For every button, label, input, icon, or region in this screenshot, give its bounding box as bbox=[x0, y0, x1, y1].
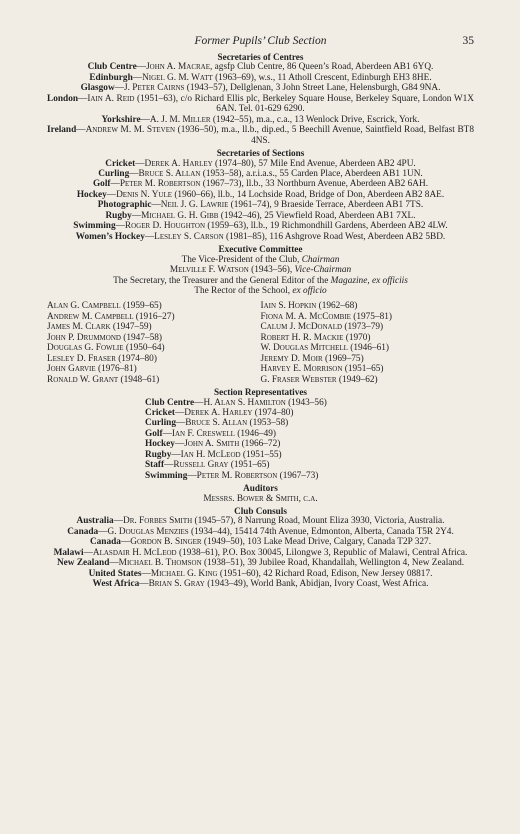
member: Andrew M. Campbell (1916–27) bbox=[47, 311, 175, 322]
list-item bbox=[47, 569, 474, 579]
entry-key: West Africa bbox=[92, 579, 140, 590]
member: Calum J. McDonald (1973–79) bbox=[260, 322, 384, 333]
list-item bbox=[47, 558, 474, 568]
entry-key: Club Centre bbox=[87, 62, 137, 73]
sections-list bbox=[47, 159, 474, 243]
entry-sep: — bbox=[171, 449, 181, 460]
entry-rest: (1949–50), 103 Lake Mead Drive, Calgary, Canada T2P 327. bbox=[201, 537, 432, 548]
entry-rest: (1967–73) bbox=[277, 470, 319, 481]
entry-sep: — bbox=[139, 579, 149, 590]
list-item bbox=[145, 429, 474, 439]
entry-sep: — bbox=[136, 62, 147, 73]
entry-name: Peter M. Robertson bbox=[119, 179, 201, 190]
list-item bbox=[47, 169, 474, 179]
list-item bbox=[47, 83, 474, 93]
representatives-heading: Section Representatives bbox=[214, 387, 307, 398]
page-number: 35 bbox=[462, 35, 474, 47]
member: Alan G. Campbell (1959–65) bbox=[47, 301, 162, 312]
entry-rest: (1943–56) bbox=[285, 397, 327, 408]
entry-name: Neil J. G. Lawrie bbox=[160, 200, 229, 211]
entry-sep: — bbox=[114, 83, 124, 94]
entry-name: Brian S. Gray bbox=[148, 579, 205, 590]
entry-sep: — bbox=[120, 537, 131, 548]
entry-key: Canada bbox=[89, 537, 121, 548]
entry-sep: — bbox=[174, 439, 185, 450]
member: James M. Clark (1947–59) bbox=[47, 322, 152, 333]
entry-sep: — bbox=[131, 210, 142, 221]
entry-name: Peter M. Robertson bbox=[196, 470, 278, 481]
member: Robert H. R. Mackie (1970) bbox=[260, 332, 371, 343]
entry-name: Nigel G. M. Watt bbox=[142, 72, 213, 83]
entry-rest: (1960–66), ll.b., 14 Lochside Road, Bridge of Don, Aberdeen AB2 8AE. bbox=[172, 189, 445, 200]
entry-name: Ian F. Creswell bbox=[171, 428, 235, 439]
entry-sep: — bbox=[135, 158, 145, 169]
entry-sep: — bbox=[113, 516, 124, 527]
list-item bbox=[47, 159, 474, 169]
entry-key: Photographic bbox=[97, 200, 152, 211]
entry-name: Michael B. Thomson bbox=[118, 558, 202, 569]
entry-key: Hockey bbox=[145, 439, 175, 450]
entry-sep: — bbox=[132, 72, 143, 83]
member: John Garvie (1976–81) bbox=[47, 364, 137, 375]
entry-rest: (1942–55), m.a., c.a., 13 Wenlock Drive, Escrick, York. bbox=[210, 114, 420, 125]
entry-name: Derek A. Harley bbox=[184, 407, 253, 418]
entry-name: Michael G. King bbox=[150, 568, 218, 579]
entry-rest: (1946–49) bbox=[234, 428, 276, 439]
entry-sep: — bbox=[187, 470, 197, 481]
entry-key: Rugby bbox=[145, 449, 172, 460]
entry-rest: (1953–58) bbox=[247, 418, 289, 429]
entry-sep: — bbox=[78, 93, 88, 104]
list-item bbox=[47, 537, 474, 547]
entry-sep: — bbox=[106, 189, 117, 200]
entry-sep: — bbox=[129, 168, 139, 179]
member: Iain S. Hopkin (1962–68) bbox=[260, 301, 358, 312]
representatives-list bbox=[145, 398, 474, 482]
list-item bbox=[47, 516, 474, 526]
entry-key: Club Centre bbox=[145, 397, 195, 408]
executive-members bbox=[47, 301, 474, 385]
entry-sep: — bbox=[151, 200, 161, 211]
entry-rest: (1943–57), Dellglenan, 3 John Street Lane, Helensburgh, G84 9NA. bbox=[184, 83, 441, 94]
list-item bbox=[47, 115, 474, 125]
list-item bbox=[47, 125, 474, 146]
entry-key: Australia bbox=[76, 516, 114, 527]
entry-sep: — bbox=[162, 428, 172, 439]
entry-rest: , agsfp Club Centre, 86 Queen’s Road, Aberdeen AB1 6YQ. bbox=[210, 62, 434, 73]
member: Lesley D. Fraser (1974–80) bbox=[47, 353, 157, 364]
entry-rest: (1938–61), P.O. Box 30045, Lilongwe 3, Republic of Malawi, Central Africa. bbox=[176, 547, 468, 558]
list-item bbox=[47, 190, 474, 200]
entry-rest: (1961–74), 9 Braeside Terrace, Aberdeen AB1 7TS. bbox=[228, 200, 424, 211]
entry-name: Alasdair H. McLeod bbox=[92, 547, 177, 558]
list-item bbox=[145, 408, 474, 418]
member: Harvey E. Morrison (1951–65) bbox=[260, 364, 384, 375]
list-item bbox=[47, 94, 474, 115]
entry-key: Canada bbox=[67, 526, 99, 537]
entry-name: John A. Smith bbox=[184, 439, 240, 450]
entry-sep: — bbox=[83, 547, 93, 558]
list-item bbox=[145, 460, 474, 470]
list-item bbox=[145, 450, 474, 460]
entry-rest: (1951–63), c/o Richard Ellis plc, Berkeley Square House, Berkeley Square, London W1X 6AN. Tel. 01-629 6290. bbox=[134, 93, 474, 115]
list-item bbox=[47, 579, 474, 589]
executive-vice-line: Melville F. Watson (1943–56), Vice-Chairman bbox=[169, 265, 352, 276]
list-item bbox=[47, 548, 474, 558]
list-item bbox=[47, 232, 474, 242]
entry-key: Cricket bbox=[105, 158, 136, 169]
entry-name: Lesley S. Carson bbox=[154, 231, 224, 242]
member: G. Fraser Webster (1949–62) bbox=[260, 374, 378, 385]
entry-name: A. J. M. Miller bbox=[149, 114, 211, 125]
entry-rest: (1936–50), m.a., ll.b., dip.ed., 5 Beechill Avenue, Saintfield Road, Belfast BT8 4NS. bbox=[175, 125, 474, 146]
entry-rest: (1942–46), 25 Viewfield Road, Aberdeen AB1 7XL. bbox=[218, 210, 416, 221]
entry-sep: — bbox=[98, 526, 108, 537]
entry-name: Gordon B. Singer bbox=[130, 537, 202, 548]
entry-name: Russell Gray bbox=[173, 460, 229, 471]
entry-rest: (1959–63), ll.b., 19 Richmondhill Gardens, Aberdeen AB2 4LW. bbox=[205, 221, 448, 232]
entry-sep: — bbox=[76, 125, 86, 136]
entry-rest: (1943–49), World Bank, Abidjan, Ivory Coast, West Africa. bbox=[204, 579, 429, 590]
list-item bbox=[47, 200, 474, 210]
entry-key: Golf bbox=[92, 179, 111, 190]
entry-key: Ireland bbox=[47, 125, 77, 136]
entry-name: Bruce S. Allan bbox=[185, 418, 248, 429]
centres-list bbox=[47, 62, 474, 146]
member: Fiona M. A. McCombie (1975–81) bbox=[260, 311, 393, 322]
entry-key: Curling bbox=[145, 418, 176, 429]
members-column-left bbox=[47, 301, 261, 385]
list-item bbox=[47, 527, 474, 537]
members-column-right bbox=[261, 301, 475, 385]
entry-key: Swimming bbox=[73, 221, 116, 232]
entry-name: Denis N. Yule bbox=[116, 189, 173, 200]
member: Jeremy D. Moir (1969–75) bbox=[260, 353, 364, 364]
entry-key: London bbox=[47, 93, 79, 104]
list-item bbox=[145, 471, 474, 481]
list-item bbox=[47, 211, 474, 221]
executive-heading: Executive Committee bbox=[218, 244, 303, 255]
entry-key: Edinburgh bbox=[89, 72, 133, 83]
entry-sep: — bbox=[194, 397, 204, 408]
list-item bbox=[145, 439, 474, 449]
entry-key: Malawi bbox=[53, 547, 84, 558]
entry-key: Cricket bbox=[145, 407, 175, 418]
entry-sep: — bbox=[115, 221, 125, 232]
entry-name: J. Peter Cairns bbox=[123, 83, 185, 94]
entry-rest: (1966–72) bbox=[239, 439, 281, 450]
entry-name: John A. Macrae bbox=[146, 62, 211, 73]
entry-rest: (1945–57), 8 Narrung Road, Mount Eliza 3930, Victoria, Australia. bbox=[192, 516, 445, 527]
entry-name: Michael G. H. Gibb bbox=[141, 210, 219, 221]
page-header bbox=[47, 32, 474, 50]
entry-name: Derek A. Harley bbox=[144, 158, 213, 169]
entry-rest: (1951–55) bbox=[240, 449, 282, 460]
entry-name: G. Douglas Menzies bbox=[107, 526, 189, 537]
sections-heading: Secretaries of Sections bbox=[216, 148, 305, 159]
entry-sep: — bbox=[141, 568, 151, 579]
entry-rest: (1981–85), 116 Ashgrove Road West, Aberdeen AB2 5BD. bbox=[223, 231, 446, 242]
entry-rest: (1951–65) bbox=[228, 460, 270, 471]
entry-sep: — bbox=[109, 558, 119, 569]
entry-key: Glasgow bbox=[80, 83, 115, 94]
entry-key: Yorkshire bbox=[101, 114, 141, 125]
running-title: Former Pupils’ Club Section bbox=[194, 35, 327, 47]
consuls-heading: Club Consuls bbox=[234, 506, 287, 517]
entry-rest: (1934–44), 15414 74th Avenue, Edmonton, Alberta, Canada T5R 2Y4. bbox=[188, 526, 454, 537]
list-item bbox=[47, 179, 474, 189]
entry-name: Bruce S. Allan bbox=[138, 168, 201, 179]
member: Ronald W. Grant (1948–61) bbox=[47, 374, 160, 385]
entry-key: Women’s Hockey bbox=[75, 231, 145, 242]
list-item bbox=[145, 418, 474, 428]
entry-rest: (1938–51), 39 Jubilee Road, Khandallah, Wellington 4, New Zealand. bbox=[201, 558, 465, 569]
entry-key: United States bbox=[88, 568, 142, 579]
consuls-list bbox=[47, 516, 474, 589]
centres-heading: Secretaries of Centres bbox=[217, 52, 304, 62]
entry-key: Swimming bbox=[145, 470, 188, 481]
entry-rest: (1974–80) bbox=[252, 407, 294, 418]
entry-key: New Zealand bbox=[56, 558, 110, 569]
executive-chair-line: The Vice-President of the Club, Chairman bbox=[181, 254, 340, 265]
entry-sep: — bbox=[174, 407, 185, 418]
list-item bbox=[145, 398, 474, 408]
entry-rest: (1951–60), 42 Richard Road, Edison, New Jersey 08817. bbox=[217, 568, 433, 579]
entry-rest: (1953–58), a.r.i.a.s., 55 Carden Place, Aberdeen AB1 1UN. bbox=[200, 168, 423, 179]
entry-sep: — bbox=[176, 418, 186, 429]
auditors-text: Messrs. Bower & Smith, c.a. bbox=[203, 493, 318, 504]
executive-rector-line: The Rector of the School, ex officio bbox=[194, 285, 327, 296]
entry-rest: (1974–80), 57 Mile End Avenue, Aberdeen AB2 4PU. bbox=[212, 158, 416, 169]
entry-sep: — bbox=[144, 231, 155, 242]
member: Douglas G. Fowlie (1950–64) bbox=[47, 343, 165, 354]
entry-name: Dr. Forbes Smith bbox=[123, 516, 193, 527]
entry-name: Iain A. Reid bbox=[87, 93, 135, 104]
list-item bbox=[47, 62, 474, 72]
entry-sep: — bbox=[164, 460, 174, 471]
entry-name: Ian H. McLeod bbox=[180, 449, 241, 460]
entry-name: H. Alan S. Hamilton bbox=[203, 397, 286, 408]
auditors-heading: Auditors bbox=[243, 483, 278, 494]
entry-key: Curling bbox=[98, 168, 130, 179]
entry-key: Golf bbox=[145, 428, 163, 439]
list-item bbox=[47, 221, 474, 231]
entry-key: Staff bbox=[145, 460, 165, 471]
list-item bbox=[47, 73, 474, 83]
entry-sep: — bbox=[140, 114, 150, 125]
entry-sep: — bbox=[110, 179, 120, 190]
executive-officers-line: The Secretary, the Treasurer and the General Editor of the Magazine, ex officiis bbox=[113, 275, 408, 286]
entry-name: Andrew M. M. Steven bbox=[85, 125, 176, 136]
entry-key: Rugby bbox=[105, 210, 132, 221]
entry-name: Roger D. Houghton bbox=[124, 221, 206, 232]
member: W. Douglas Mitchell (1946–61) bbox=[260, 343, 389, 354]
entry-rest: (1967–73), ll.b., 33 Northburn Avenue, Aberdeen AB2 6AH. bbox=[200, 179, 429, 190]
member: John P. Drummond (1947–58) bbox=[47, 332, 163, 343]
entry-rest: (1963–69), w.s., 11 Atholl Crescent, Edinburgh EH3 8HE. bbox=[212, 72, 432, 83]
entry-key: Hockey bbox=[76, 189, 107, 200]
